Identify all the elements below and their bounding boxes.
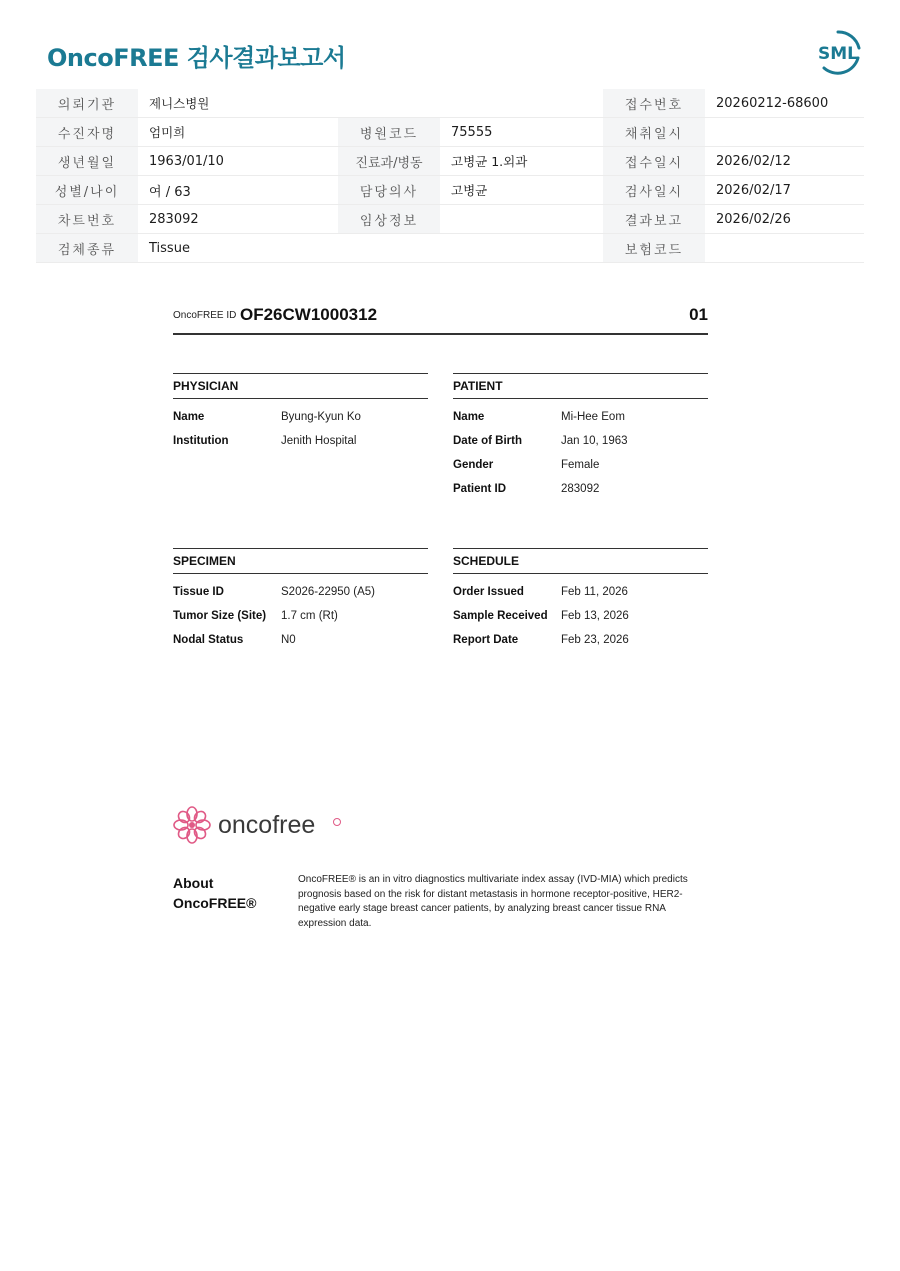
- doctor-label: 담당의사: [338, 176, 440, 205]
- tissue-id-label: Tissue ID: [173, 586, 224, 598]
- page-number: 01: [689, 305, 708, 324]
- report-date-row: [453, 630, 708, 654]
- referring-institution-label: 의뢰기관: [36, 89, 138, 118]
- collection-date-value: [705, 118, 864, 147]
- specimen-heading: SPECIMEN: [173, 548, 428, 574]
- patient-name-row: [453, 407, 708, 431]
- sml-logo: [812, 28, 864, 76]
- birth-date-label: 생년월일: [36, 147, 138, 176]
- specimen-type-label: 검체종류: [36, 234, 138, 263]
- clinical-info-label: 임상정보: [338, 205, 440, 234]
- reception-date-value: 2026/02/12: [705, 147, 864, 176]
- table-row: [36, 89, 864, 118]
- recipient-name-label: 수진자명: [36, 118, 138, 147]
- table-row: [36, 234, 864, 263]
- patient-name-label: Name: [453, 411, 485, 423]
- tumor-size-row: [173, 606, 428, 630]
- sample-received-row: [453, 606, 708, 630]
- reception-number-value: 20260212-68600: [705, 89, 864, 118]
- doctor-value: 고병균: [440, 176, 603, 205]
- report-summary: [173, 300, 708, 646]
- physician-institution-label: Institution: [173, 435, 229, 447]
- oncofree-id-value: OF26CW1000312: [240, 305, 378, 324]
- oncofree-logo: [172, 802, 352, 848]
- reception-date-label: 접수일시: [603, 147, 705, 176]
- schedule-heading: SCHEDULE: [453, 548, 708, 574]
- patient-gender-label: Gender: [453, 459, 494, 471]
- sample-received-label: Sample Received: [453, 610, 548, 622]
- sex-age-value: 여 / 63: [138, 176, 338, 205]
- physician-name-row: [173, 407, 428, 431]
- nodal-status-value: N0: [281, 634, 296, 646]
- department-label: 진료과/병동: [338, 147, 440, 176]
- order-issued-value: Feb 11, 2026: [561, 586, 628, 598]
- patient-dob-label: Date of Birth: [453, 435, 522, 447]
- patient-id-value: 283092: [561, 483, 600, 495]
- oncofree-logo-mark-icon: [174, 807, 210, 843]
- insurance-code-value: [705, 234, 864, 263]
- nodal-status-row: [173, 630, 428, 654]
- table-row: [36, 176, 864, 205]
- chart-number-label: 차트번호: [36, 205, 138, 234]
- patient-heading: PATIENT: [453, 373, 708, 399]
- patient-gender-value: Female: [561, 459, 600, 471]
- sample-received-value: Feb 13, 2026: [561, 610, 629, 622]
- specimen-section: [173, 548, 428, 654]
- result-report-value: 2026/02/26: [705, 205, 864, 234]
- physician-institution-row: [173, 431, 428, 455]
- department-value: 고병균 1.외과: [440, 147, 603, 176]
- hospital-code-value: 75555: [440, 118, 603, 147]
- tumor-size-value: 1.7 cm (Rt): [281, 610, 338, 622]
- registered-mark-icon: [334, 819, 341, 826]
- patient-dob-value: Jan 10, 1963: [561, 435, 628, 447]
- chart-number-value: 283092: [138, 205, 338, 234]
- physician-heading: PHYSICIAN: [173, 373, 428, 399]
- schedule-section: [453, 548, 708, 654]
- insurance-code-label: 보험코드: [603, 234, 705, 263]
- table-row: [36, 118, 864, 147]
- tissue-id-row: [173, 582, 428, 606]
- report-title: OncoFREE 검사결과보고서: [47, 44, 346, 72]
- oncofree-logo-text: oncofree: [218, 811, 316, 839]
- patient-id-row: [453, 479, 708, 503]
- table-row: [36, 147, 864, 176]
- report-date-label: Report Date: [453, 634, 519, 646]
- sml-logo-text: SML: [818, 44, 858, 64]
- hospital-code-label: 병원코드: [338, 118, 440, 147]
- patient-gender-row: [453, 455, 708, 479]
- order-info-table: [36, 89, 864, 263]
- recipient-name-value: 엄미희: [138, 118, 338, 147]
- birth-date-value: 1963/01/10: [138, 147, 338, 176]
- patient-section: [453, 373, 708, 503]
- order-issued-label: Order Issued: [453, 586, 524, 598]
- tissue-id-value: S2026-22950 (A5): [281, 586, 375, 598]
- about-title-line2: OncoFREE®: [173, 895, 257, 911]
- result-report-label: 결과보고: [603, 205, 705, 234]
- referring-institution-value: 제니스병원: [138, 89, 603, 118]
- physician-section: [173, 373, 428, 455]
- physician-name-value: Byung-Kyun Ko: [281, 411, 361, 423]
- patient-name-value: Mi-Hee Eom: [561, 411, 625, 423]
- report-date-value: Feb 23, 2026: [561, 634, 629, 646]
- tumor-size-label: Tumor Size (Site): [173, 610, 267, 622]
- order-issued-row: [453, 582, 708, 606]
- specimen-type-value: Tissue: [138, 234, 603, 263]
- reception-number-label: 접수번호: [603, 89, 705, 118]
- clinical-info-value: [440, 205, 603, 234]
- test-date-label: 검사일시: [603, 176, 705, 205]
- about-title-line1: About: [173, 875, 214, 891]
- table-row: [36, 205, 864, 234]
- test-date-value: 2026/02/17: [705, 176, 864, 205]
- about-oncofree-text: OncoFREE® is an in vitro diagnostics multivariate index assay (IVD-MIA) which predicts prognosis based on the risk for distant metastasis in hormone receptor-positive, HER2-negative early stage breast cancer patients, by analyzing breast cancer tissue RNA expression data.: [298, 874, 688, 929]
- patient-dob-row: [453, 431, 708, 455]
- sex-age-label: 성별/나이: [36, 176, 138, 205]
- patient-id-label: Patient ID: [453, 483, 507, 495]
- physician-institution-value: Jenith Hospital: [281, 435, 357, 447]
- nodal-status-label: Nodal Status: [173, 634, 244, 646]
- oncofree-id-row: [173, 300, 708, 335]
- oncofree-id-label: OncoFREE ID: [173, 310, 237, 321]
- about-oncofree-heading: [173, 873, 256, 913]
- physician-name-label: Name: [173, 411, 205, 423]
- collection-date-label: 채취일시: [603, 118, 705, 147]
